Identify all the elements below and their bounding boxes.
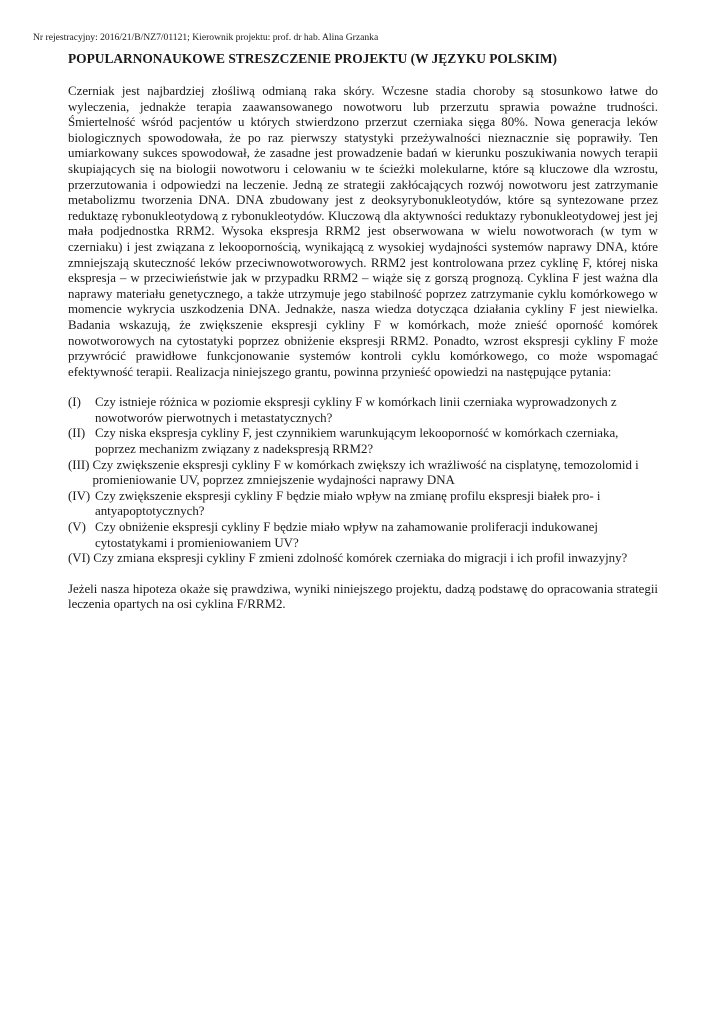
question-text: Czy zwiększenie ekspresji cykliny F będzie miało wpływ na zmianę profilu ekspresji białek pro- i antyapoptotycznych? (95, 488, 601, 519)
question-number: (III) (68, 457, 90, 472)
question-text: Czy istnieje różnica w poziomie ekspresji cykliny F w komórkach linii czerniaka wyprowadzonych z nowotworów pierwotnych i metastatycznych? (95, 395, 617, 425)
question-number: (I) (68, 395, 81, 410)
question-number: (IV) (68, 488, 91, 503)
list-item (68, 489, 658, 520)
list-item (68, 551, 658, 567)
question-text: Czy zmiana ekspresji cykliny F zmieni zdolność komórek czerniaka do migracji i ich profil inwazyjny? (93, 551, 628, 566)
list-item (68, 458, 658, 489)
page-title: POPULARNONAUKOWE STRESZCZENIE PROJEKTU (W JĘZYKU POLSKIM) (68, 51, 557, 66)
list-item (68, 426, 658, 457)
document-body (68, 84, 658, 613)
registration-header: Nr rejestracyjny: 2016/21/B/NZ7/01121; Kierownik projektu: prof. dr hab. Alina Grzanka (33, 32, 379, 43)
research-questions-list (68, 395, 658, 567)
list-item (68, 395, 658, 426)
conclusion-paragraph: Jeżeli nasza hipoteza okaże się prawdziwa, wyniki niniejszego projektu, dadzą podstawę do opracowania strategii leczenia opartych na osi cyklina F/RRM2. (68, 581, 658, 612)
question-number: (V) (68, 520, 86, 535)
abstract-paragraph: Czerniak jest najbardziej złośliwą odmianą raka skóry. Wczesne stadia choroby są stosunkowo łatwe do wyleczenia, jednakże terapia zaawansowanego nowotworu lub przerzutu sprawia poważne trudności. Śmiertelność wśród pacjentów u których stwierdzono przerzut czerniaka sięga 80%. Nowa generacja leków biologicznych spowodowała, że po raz pierwszy statystyki przeżywalności nieznacznie się poprawiły. Ten umiarkowany sukces spowodował, że zasadne jest prowadzenie badań w kierunku poszukiwania nowych terapii skupiających się na biologii nowotworu i celowaniu w te ścieżki molekularne, które są kluczowe dla wzrostu, przerzutowania i odpowiedzi na leczenie. Jedną ze strategii zakłócających rozwój nowotworu jest zatrzymanie metabolizmu tworzenia DNA. DNA zbudowany jest z deoksyrybonukleotydów, które są syntezowane przez reduktazę rybonukleotydową z rybonukleotydów. Kluczową dla aktywności reduktazy rybonukleotydowej jest jej mała podjednostka RRM2. Wysoka ekspresja RRM2 jest obserwowana w wielu nowotworach (w tym w czerniaku) i jest związana z lekoopornością, wynikającą z wysokiej wydajności systemów naprawy DNA, które zmniejszają skuteczność leków przeciwnowotworowych. RRM2 jest kontrolowana przez cyklinę F, której niska ekspresja – w przeciwieństwie jak w przypadku RRM2 – wiąże się z gorszą prognozą. Cyklina F jest ważna dla naprawy materiału genetycznego, a także utrzymuje jego stabilność poprzez zatrzymanie cyklu komórkowego w momencie wykrycia uszkodzenia DNA. Jednakże, nasza wiedza dotycząca działania cykliny F jest niewielka. Badania wskazują, że zwiększenie ekspresji cykliny F w komórkach, może znieść oporność komórek nowotworowych na cytostatyki poprzez obniżenie ekspresji RRM2. Ponadto, wzrost ekspresji cykliny F może przywrócić prawidłowe funkcjonowanie systemów kontroli cyklu komórkowego, co może wspomagać efektywność terapii. Realizacja niniejszego grantu, powinna przynieść opowiedzi na następujące pytania: (68, 84, 658, 379)
question-text: Czy obniżenie ekspresji cykliny F będzie miało wpływ na zahamowanie proliferacji indukowanej cytostatykami i promieniowaniem UV? (95, 520, 598, 550)
list-item (68, 520, 658, 551)
question-text: Czy niska ekspresja cykliny F, jest czynnikiem warunkującym lekooporność w komórkach czerniaka, poprzez mechanizm związany z nadekspresją RRM2? (95, 426, 619, 457)
question-text: Czy zwiększenie ekspresji cykliny F w komórkach zwiększy ich wrażliwość na cisplatynę, temozolomid i promieniowanie UV, poprzez zmniejszenie wydajności naprawy DNA (92, 457, 639, 488)
question-number: (VI) (68, 551, 91, 566)
question-number: (II) (68, 426, 86, 441)
